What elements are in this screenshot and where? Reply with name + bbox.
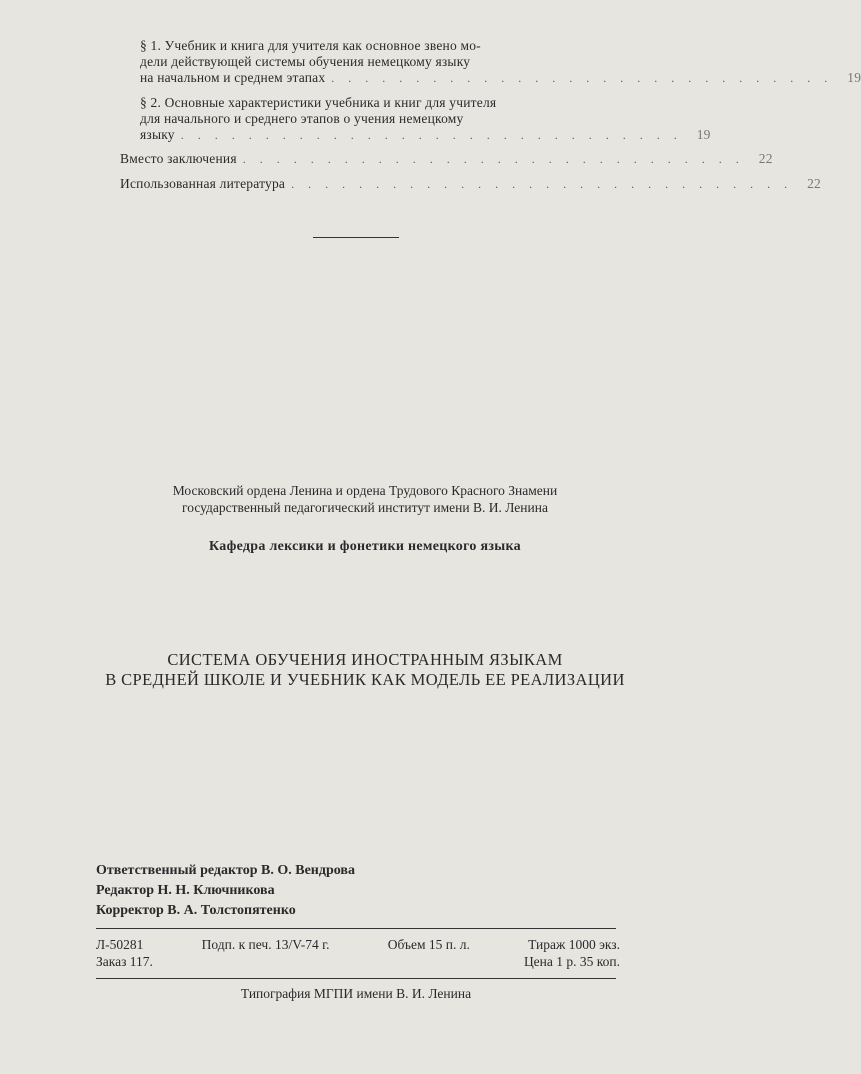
toc-leader-dots: .............................. <box>180 128 691 142</box>
book-title-line-1: СИСТЕМА ОБУЧЕНИЯ ИНОСТРАННЫМ ЯЗЫКАМ <box>167 650 563 669</box>
toc-item-4 <box>120 176 822 192</box>
toc-item-3-text: Вместо заключения <box>120 151 237 166</box>
toc-item-1-line-3: на начальном и среднем этапах <box>140 70 326 85</box>
imprint-top-rule <box>96 928 616 929</box>
imprint-signed: Подп. к печ. 13/V-74 г. <box>201 937 330 952</box>
toc-leader-dots: .............................. <box>242 152 753 166</box>
toc-item-3 <box>120 151 773 167</box>
imprint-bottom-rule <box>96 978 616 979</box>
book-title <box>90 650 640 690</box>
toc-item-2-page: 19 <box>696 127 711 142</box>
toc-item-1-line-2: дели действующей системы обучения немецкому языку <box>140 54 471 69</box>
toc-item-1-line-1: § 1. Учебник и книга для учителя как основное звено мо- <box>140 38 481 53</box>
imprint <box>96 936 620 970</box>
toc-leader-dots: .............................. <box>291 177 802 191</box>
credits <box>96 861 355 921</box>
responsible-editor: Ответственный редактор В. О. Вендрова <box>96 863 355 878</box>
book-title-line-2: В СРЕДНЕЙ ШКОЛЕ И УЧЕБНИК КАК МОДЕЛЬ ЕЕ РЕАЛИЗАЦИИ <box>105 670 625 689</box>
imprint-order: Заказ 117. <box>96 954 153 969</box>
toc-leader-dots: .............................. <box>331 71 842 85</box>
toc-item-3-page: 22 <box>758 151 773 166</box>
toc-item-2 <box>140 95 711 143</box>
imprint-print-run: Тираж 1000 экз. <box>528 937 620 952</box>
imprint-volume: Объем 15 п. л. <box>387 937 470 952</box>
proofreader: Корректор В. А. Толстопятенко <box>96 903 296 918</box>
imprint-code: Л-50281 <box>96 937 144 952</box>
toc-item-4-page: 22 <box>807 176 822 191</box>
editor: Редактор Н. Н. Ключникова <box>96 883 275 898</box>
toc-item-2-line-1: § 2. Основные характеристики учебника и книг для учителя <box>140 95 497 110</box>
institution-line-1: Московский ордена Ленина и ордена Трудового Красного Знамени <box>172 483 558 498</box>
department-name: Кафедра лексики и фонетики немецкого языка <box>209 539 521 554</box>
imprint-price: Цена 1 р. 35 коп. <box>523 954 620 969</box>
section-divider <box>313 237 399 238</box>
toc-item-2-line-2: для начального и среднего этапов о учения немецкому <box>140 111 464 126</box>
toc-item-1 <box>140 38 861 86</box>
institution-name <box>90 482 640 516</box>
printer-name: Типография МГПИ имени В. И. Ленина <box>240 986 472 1001</box>
toc-item-4-text: Использованная литература <box>120 176 286 191</box>
toc-item-1-page: 19 <box>847 70 861 85</box>
toc-item-2-line-3: языку <box>140 127 175 142</box>
institution-line-2: государственный педагогический институт имени В. И. Ленина <box>182 500 548 515</box>
